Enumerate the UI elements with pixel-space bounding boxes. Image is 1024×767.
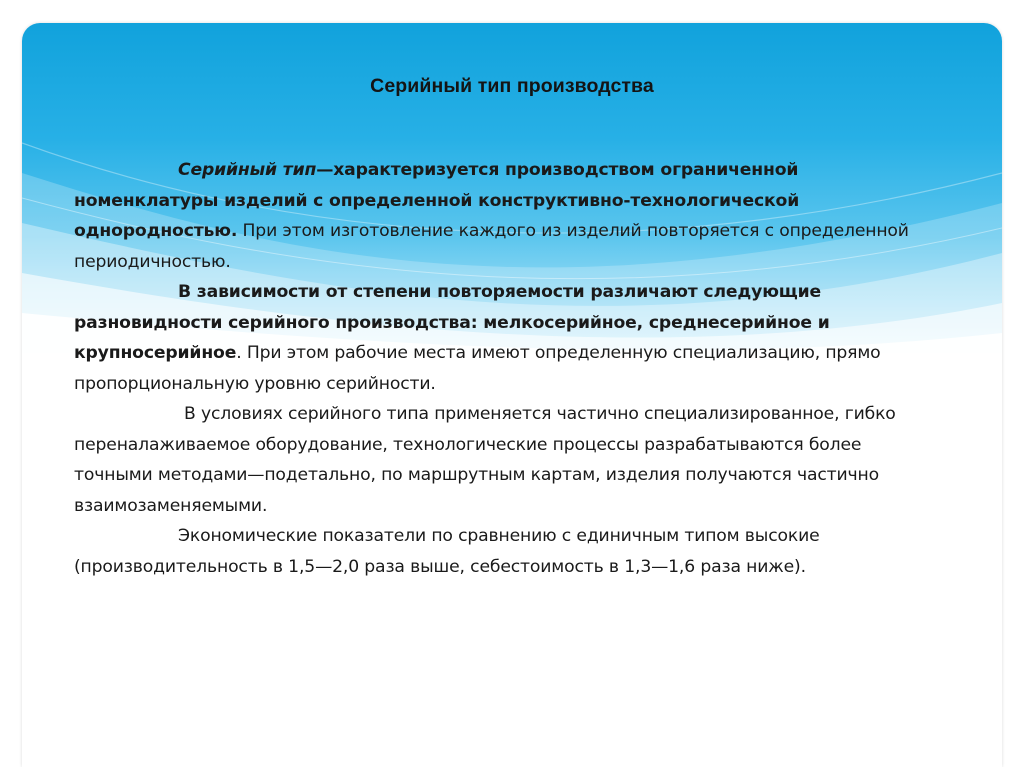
paragraph-2	[74, 277, 924, 399]
paragraph-3	[74, 399, 924, 521]
slide	[22, 23, 1002, 767]
paragraph-1	[74, 155, 924, 277]
slide-body	[74, 155, 924, 582]
slide-title: Серийный тип производства	[370, 75, 654, 97]
paragraph-1-bold: —характеризуется производством ограниченной номенклатуры изделий с определенной конструктивно-технологической однородностью.	[74, 160, 800, 241]
paragraph-3-regular: В условиях серийного типа применяется частично специализированное, гибко переналаживаемое оборудование, технологические процессы разрабатываются более точными методами—подетально, по маршрутным картам, изделия получаются частично взаимозаменяемыми.	[74, 404, 896, 516]
paragraph-4	[74, 521, 924, 582]
term-italic: Серийный тип	[178, 160, 317, 180]
paragraph-4-regular: Экономические показатели по сравнению с единичным типом высокие (производительность в 1,5—2,0 раза выше, себестоимость в 1,3—1,6 раза ниже).	[74, 526, 820, 577]
paragraph-2-regular: . При этом рабочие места имеют определенную специализацию, прямо пропорциональную уровню серийности.	[74, 343, 881, 394]
paragraph-1-regular: При этом изготовление каждого из изделий повторяется с определенной периодичностью.	[74, 221, 909, 272]
paragraph-2-bold: В зависимости от степени повторяемости различают следующие разновидности серийного производства: мелкосерийное, среднесерийное и крупносерийное	[74, 282, 830, 363]
